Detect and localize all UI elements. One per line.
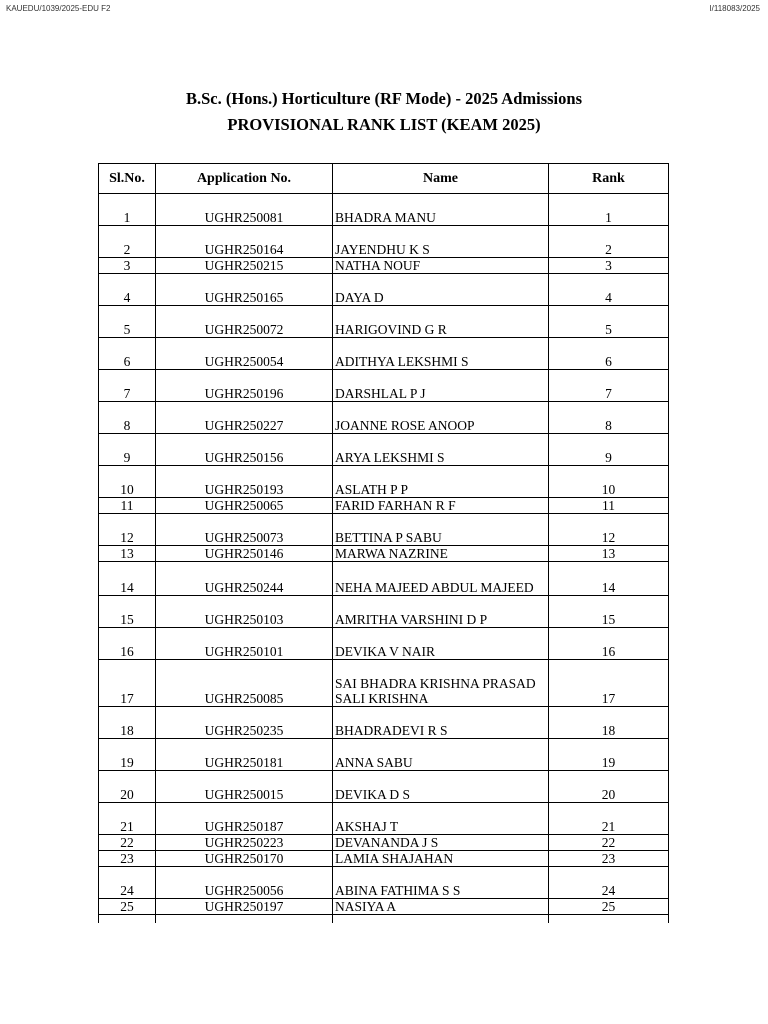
cell-name: DEVIKA V NAIR — [333, 628, 549, 660]
cell-slno: 17 — [99, 660, 156, 707]
cell-rank: 8 — [549, 402, 669, 434]
cell-application-no: UGHR250072 — [156, 306, 333, 338]
cell-slno: 7 — [99, 370, 156, 402]
cell-slno: 20 — [99, 771, 156, 803]
cell-application-no: UGHR250156 — [156, 434, 333, 466]
cell-name: ASLATH P P — [333, 466, 549, 498]
cell-rank: 4 — [549, 274, 669, 306]
cell-rank: 10 — [549, 466, 669, 498]
cell-slno: 1 — [99, 194, 156, 226]
cell-application-no: UGHR250165 — [156, 274, 333, 306]
table-row-continuation — [99, 915, 669, 924]
cell-name: SAI BHADRA KRISHNA PRASAD SALI KRISHNA — [333, 660, 549, 707]
cell-application-no: UGHR250101 — [156, 628, 333, 660]
cell-slno: 22 — [99, 835, 156, 851]
table-row — [99, 226, 669, 258]
empty-cell — [549, 915, 669, 924]
cell-slno: 13 — [99, 546, 156, 562]
cell-name: LAMIA SHAJAHAN — [333, 851, 549, 867]
cell-application-no: UGHR250164 — [156, 226, 333, 258]
cell-application-no: UGHR250187 — [156, 803, 333, 835]
cell-name: BHADRA MANU — [333, 194, 549, 226]
cell-slno: 18 — [99, 707, 156, 739]
cell-rank: 17 — [549, 660, 669, 707]
table-row — [99, 803, 669, 835]
cell-application-no: UGHR250015 — [156, 771, 333, 803]
cell-name: ANNA SABU — [333, 739, 549, 771]
cell-name: BHADRADEVI R S — [333, 707, 549, 739]
cell-name: DEVANANDA J S — [333, 835, 549, 851]
table-row — [99, 514, 669, 546]
cell-application-no: UGHR250056 — [156, 867, 333, 899]
cell-slno: 23 — [99, 851, 156, 867]
cell-name: BETTINA P SABU — [333, 514, 549, 546]
cell-slno: 12 — [99, 514, 156, 546]
cell-slno: 10 — [99, 466, 156, 498]
cell-rank: 14 — [549, 562, 669, 596]
cell-slno: 9 — [99, 434, 156, 466]
cell-rank: 22 — [549, 835, 669, 851]
cell-name: FARID FARHAN R F — [333, 498, 549, 514]
table-row — [99, 466, 669, 498]
cell-application-no: UGHR250193 — [156, 466, 333, 498]
cell-slno: 15 — [99, 596, 156, 628]
cell-slno: 5 — [99, 306, 156, 338]
cell-rank: 11 — [549, 498, 669, 514]
document-reference-left: KAUEDU/1039/2025-EDU F2 — [6, 4, 111, 13]
table-row — [99, 498, 669, 514]
table-row — [99, 274, 669, 306]
cell-application-no: UGHR250146 — [156, 546, 333, 562]
cell-name: DEVIKA D S — [333, 771, 549, 803]
cell-slno: 11 — [99, 498, 156, 514]
cell-name: AKSHAJ T — [333, 803, 549, 835]
table-row — [99, 434, 669, 466]
cell-rank: 5 — [549, 306, 669, 338]
cell-slno: 2 — [99, 226, 156, 258]
cell-application-no: UGHR250197 — [156, 899, 333, 915]
table-row — [99, 771, 669, 803]
empty-cell — [156, 915, 333, 924]
table-row — [99, 370, 669, 402]
cell-application-no: UGHR250085 — [156, 660, 333, 707]
page-title: B.Sc. (Hons.) Horticulture (RF Mode) - 2025 Admissions — [186, 89, 582, 108]
cell-rank: 2 — [549, 226, 669, 258]
cell-name: DAYA D — [333, 274, 549, 306]
column-header-slno: Sl.No. — [99, 164, 156, 194]
cell-name: JAYENDHU K S — [333, 226, 549, 258]
cell-rank: 24 — [549, 867, 669, 899]
cell-application-no: UGHR250073 — [156, 514, 333, 546]
cell-name: HARIGOVIND G R — [333, 306, 549, 338]
column-header-application-no: Application No. — [156, 164, 333, 194]
cell-name: MARWA NAZRINE — [333, 546, 549, 562]
cell-rank: 16 — [549, 628, 669, 660]
table-row — [99, 402, 669, 434]
table-row — [99, 194, 669, 226]
empty-cell — [99, 915, 156, 924]
cell-application-no: UGHR250235 — [156, 707, 333, 739]
cell-slno: 24 — [99, 867, 156, 899]
cell-application-no: UGHR250227 — [156, 402, 333, 434]
table-header-row — [99, 164, 669, 194]
cell-application-no: UGHR250103 — [156, 596, 333, 628]
table-row — [99, 899, 669, 915]
cell-rank: 6 — [549, 338, 669, 370]
table-row — [99, 851, 669, 867]
table-row — [99, 546, 669, 562]
cell-rank: 7 — [549, 370, 669, 402]
cell-application-no: UGHR250223 — [156, 835, 333, 851]
cell-rank: 25 — [549, 899, 669, 915]
cell-slno: 14 — [99, 562, 156, 596]
cell-name: ARYA LEKSHMI S — [333, 434, 549, 466]
cell-slno: 25 — [99, 899, 156, 915]
cell-slno: 3 — [99, 258, 156, 274]
table-row — [99, 739, 669, 771]
cell-name: NEHA MAJEED ABDUL MAJEED — [333, 562, 549, 596]
cell-application-no: UGHR250054 — [156, 338, 333, 370]
cell-application-no: UGHR250081 — [156, 194, 333, 226]
cell-name: NATHA NOUF — [333, 258, 549, 274]
column-header-name: Name — [333, 164, 549, 194]
cell-rank: 1 — [549, 194, 669, 226]
cell-name: NASIYA A — [333, 899, 549, 915]
cell-slno: 4 — [99, 274, 156, 306]
cell-rank: 23 — [549, 851, 669, 867]
table-row — [99, 258, 669, 274]
cell-slno: 8 — [99, 402, 156, 434]
empty-cell — [333, 915, 549, 924]
cell-application-no: UGHR250065 — [156, 498, 333, 514]
cell-name: DARSHLAL P J — [333, 370, 549, 402]
cell-application-no: UGHR250196 — [156, 370, 333, 402]
document-reference-right: I/118083/2025 — [709, 4, 760, 13]
table-row — [99, 835, 669, 851]
cell-rank: 19 — [549, 739, 669, 771]
cell-slno: 16 — [99, 628, 156, 660]
cell-application-no: UGHR250215 — [156, 258, 333, 274]
cell-rank: 20 — [549, 771, 669, 803]
cell-application-no: UGHR250244 — [156, 562, 333, 596]
table-row — [99, 562, 669, 596]
cell-name: ABINA FATHIMA S S — [333, 867, 549, 899]
page-subtitle: PROVISIONAL RANK LIST (KEAM 2025) — [227, 115, 541, 134]
table-row — [99, 660, 669, 707]
cell-rank: 15 — [549, 596, 669, 628]
table-body — [99, 194, 669, 924]
cell-application-no: UGHR250170 — [156, 851, 333, 867]
cell-rank: 21 — [549, 803, 669, 835]
cell-rank: 18 — [549, 707, 669, 739]
cell-slno: 21 — [99, 803, 156, 835]
cell-rank: 13 — [549, 546, 669, 562]
cell-slno: 6 — [99, 338, 156, 370]
cell-name: AMRITHA VARSHINI D P — [333, 596, 549, 628]
table-row — [99, 867, 669, 899]
cell-name: ADITHYA LEKSHMI S — [333, 338, 549, 370]
table-row — [99, 338, 669, 370]
cell-application-no: UGHR250181 — [156, 739, 333, 771]
cell-name: JOANNE ROSE ANOOP — [333, 402, 549, 434]
table-row — [99, 707, 669, 739]
column-header-rank: Rank — [549, 164, 669, 194]
cell-slno: 19 — [99, 739, 156, 771]
table-row — [99, 628, 669, 660]
rank-list-table — [98, 163, 669, 923]
table-row — [99, 596, 669, 628]
cell-rank: 3 — [549, 258, 669, 274]
table-row — [99, 306, 669, 338]
cell-rank: 9 — [549, 434, 669, 466]
cell-rank: 12 — [549, 514, 669, 546]
